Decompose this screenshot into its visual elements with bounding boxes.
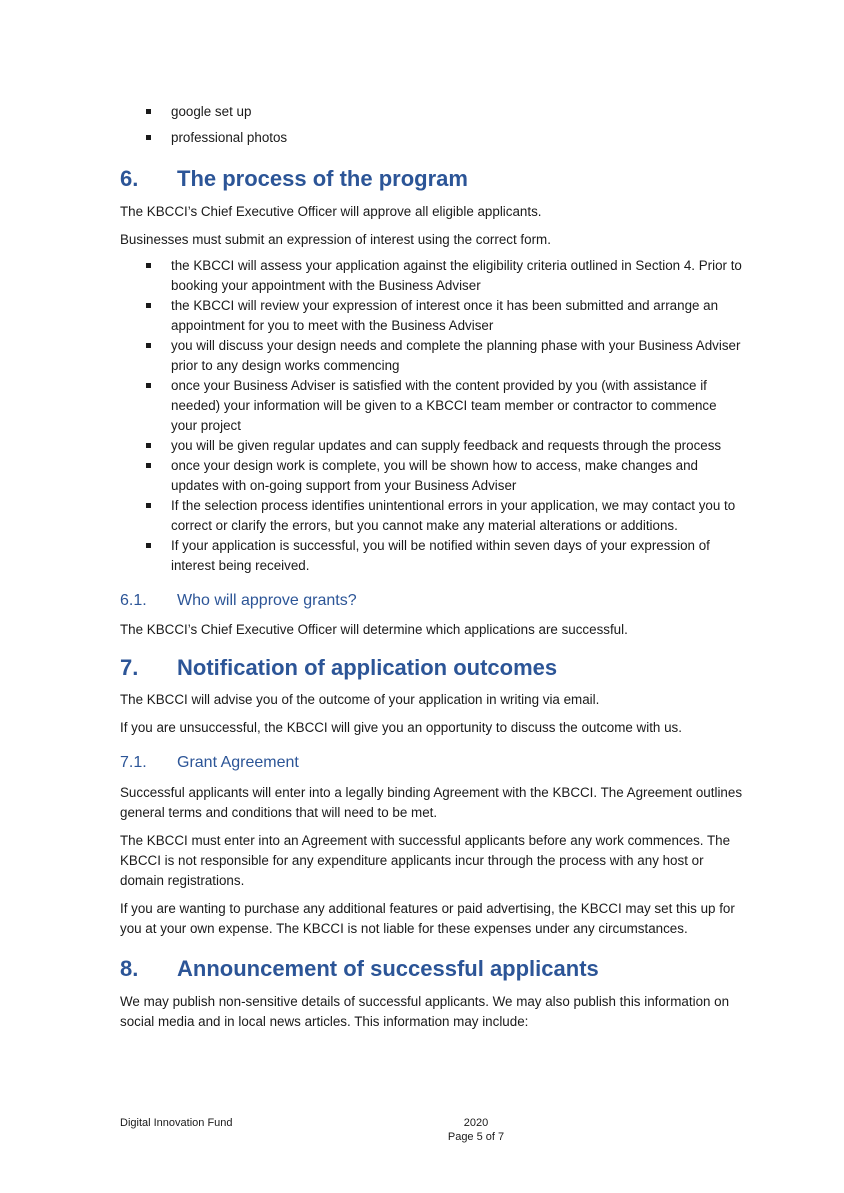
page-content [120,102,745,1032]
footer-year: 2020 [463,1117,489,1129]
section-7-1-heading: 7.1. Grant Agreement [120,754,299,771]
list-item: you will discuss your design needs and complete the planning phase with your Business Adviser prior to any design works commencing [120,336,745,376]
section-6-paragraph: The KBCCI’s Chief Executive Officer will approve all eligible applicants. [120,204,542,219]
section-7-1-paragraph: Successful applicants will enter into a legally binding Agreement with the KBCCI. The Agreement outlines general terms and conditions that will need to be met. [120,785,743,820]
footer-page-number: Page 5 of 7 [447,1131,505,1143]
top-bullet-list [120,102,745,148]
square-bullet-icon [146,503,151,508]
section-6-1-paragraph: The KBCCI’s Chief Executive Officer will determine which applications are successful. [120,622,628,637]
footer-page-info [426,1116,526,1144]
list-item: If your application is successful, you will be notified within seven days of your expression of interest being received. [120,536,745,576]
square-bullet-icon [146,263,151,268]
square-bullet-icon [146,343,151,348]
section-7-1-paragraph: If you are wanting to purchase any additional features or paid advertising, the KBCCI may set this up for you at your own expense. The KBCCI is not liable for these expenses under any circumstances. [120,901,735,936]
list-item: you will be given regular updates and can supply feedback and requests through the process [120,436,745,456]
section-7-paragraph: The KBCCI will advise you of the outcome of your application in writing via email. [120,692,600,707]
list-item: If the selection process identifies unintentional errors in your application, we may contact you to correct or clarify the errors, but you cannot make any material alterations or additions. [120,496,745,536]
list-item: the KBCCI will review your expression of interest once it has been submitted and arrange an appointment for you to meet with the Business Adviser [120,296,745,336]
section-6-1-heading: 6.1. Who will approve grants? [120,592,357,609]
square-bullet-icon [146,543,151,548]
process-bullet-list [120,256,745,576]
square-bullet-icon [146,303,151,308]
list-item: once your Business Adviser is satisfied with the content provided by you (with assistance if needed) your information will be given to a KBCCI team member or contractor to commence your project [120,376,745,436]
section-7-paragraph: If you are unsuccessful, the KBCCI will give you an opportunity to discuss the outcome with us. [120,720,682,735]
section-6-paragraph: Businesses must submit an expression of interest using the correct form. [120,232,551,247]
list-item: once your design work is complete, you will be shown how to access, make changes and updates with on-going support from your Business Adviser [120,456,745,496]
section-7-heading: 7. Notification of application outcomes [120,655,558,680]
section-8-paragraph: We may publish non-sensitive details of successful applicants. We may also publish this information on social media and in local news articles. This information may include: [120,994,730,1029]
section-7-1-paragraph: The KBCCI must enter into an Agreement with successful applicants before any work commences. The KBCCI is not responsible for any expenditure applicants incur through the process with any host or domain registrations. [120,833,731,888]
square-bullet-icon [146,383,151,388]
list-item: google set up [120,102,745,122]
square-bullet-icon [146,109,151,114]
square-bullet-icon [146,135,151,140]
list-item: the KBCCI will assess your application against the eligibility criteria outlined in Section 4. Prior to booking your appointment with the Business Adviser [120,256,745,296]
footer-document-title: Digital Innovation Fund [120,1117,233,1129]
section-8-heading: 8. Announcement of successful applicants [120,956,599,981]
square-bullet-icon [146,463,151,468]
list-item: professional photos [120,128,745,148]
square-bullet-icon [146,443,151,448]
section-6-heading: 6. The process of the program [120,166,468,191]
